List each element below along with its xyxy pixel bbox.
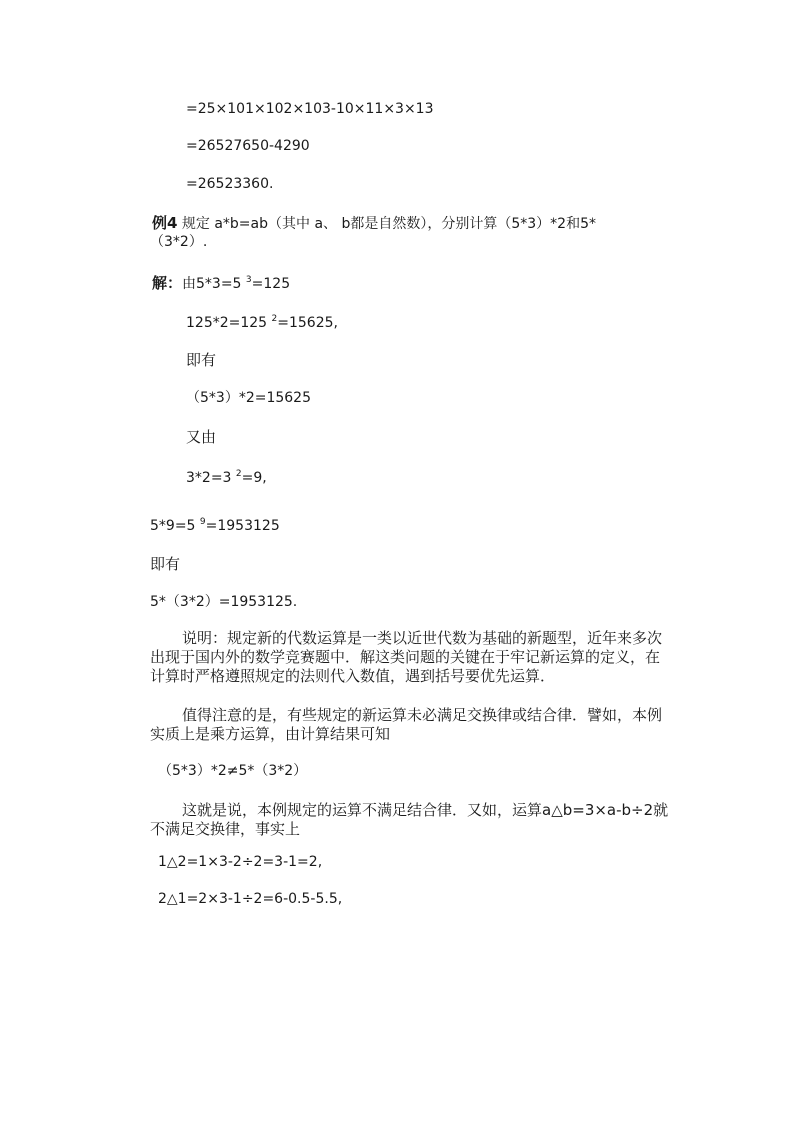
solution-result-1: =125 [251, 276, 291, 292]
solution-text-1: 由5*3=5 [182, 276, 246, 292]
note-paragraph-3-line-1: 这就是说，本例规定的运算不满足结合律．又如，运算a△b=3×a-b÷2就 [182, 801, 669, 819]
note-equation-1: 1△2=1×3-2÷2=3-1=2, [158, 854, 323, 870]
solution-line-7 [150, 517, 280, 535]
solution-exponent-7: 9 [199, 517, 206, 527]
solution-exponent-1: 3 [245, 275, 252, 285]
solution-line-2 [186, 314, 338, 332]
solution-line-1 [152, 274, 290, 293]
example-line-2: （3*2）. [150, 234, 208, 250]
solution-result-7: =1953125 [205, 518, 280, 534]
solution-line-6 [186, 469, 267, 487]
note-formula: （5*3）*2≠5*（3*2） [158, 763, 308, 779]
solution-exponent-6: 2 [235, 469, 242, 479]
note-paragraph-1-line-2: 出现于国内外的数学竞赛题中．解这类问题的关键在于牢记新运算的定义，在 [150, 648, 661, 666]
calc-line-1: =25×101×102×103-10×11×3×13 [186, 101, 434, 117]
note-paragraph-2-line-1: 值得注意的是，有些规定的新运算未必满足交换律或结合律．譬如，本例 [182, 706, 663, 724]
solution-line-9: 5*（3*2）=1953125. [150, 594, 298, 610]
solution-line-3: 即有 [186, 351, 217, 369]
note-paragraph-3-line-2: 不满足交换律，事实上 [150, 820, 301, 838]
example-text: 规定 a*b=ab（其中 a、 b都是自然数），分别计算（5*3）*2和5* [177, 216, 596, 232]
solution-exponent-2: 2 [271, 314, 278, 324]
solution-line-5: 又由 [186, 428, 217, 446]
solution-text-7: 5*9=5 [150, 518, 200, 534]
solution-result-6: =9, [241, 470, 267, 486]
solution-result-2: =15625, [277, 315, 338, 331]
note-paragraph-1-line-3: 计算时严格遵照规定的法则代入数值，遇到括号要优先运算． [150, 667, 556, 685]
note-paragraph-2-line-2: 实质上是乘方运算，由计算结果可知 [150, 725, 391, 743]
solution-label: 解： [152, 274, 183, 292]
calc-line-2: =26527650-4290 [186, 138, 310, 154]
solution-line-4: （5*3）*2=15625 [186, 390, 311, 406]
solution-line-8: 即有 [150, 555, 181, 573]
solution-text-2: 125*2=125 [186, 315, 272, 331]
example-label: 例4 [152, 214, 178, 232]
example-line-1 [152, 214, 596, 233]
note-equation-2: 2△1=2×3-1÷2=6-0.5-5.5, [158, 891, 343, 907]
note-paragraph-1-line-1: 说明：规定新的代数运算是一类以近世代数为基础的新题型，近年来多次 [182, 629, 663, 647]
calc-line-3: =26523360. [186, 176, 274, 192]
solution-text-6: 3*2=3 [186, 470, 236, 486]
